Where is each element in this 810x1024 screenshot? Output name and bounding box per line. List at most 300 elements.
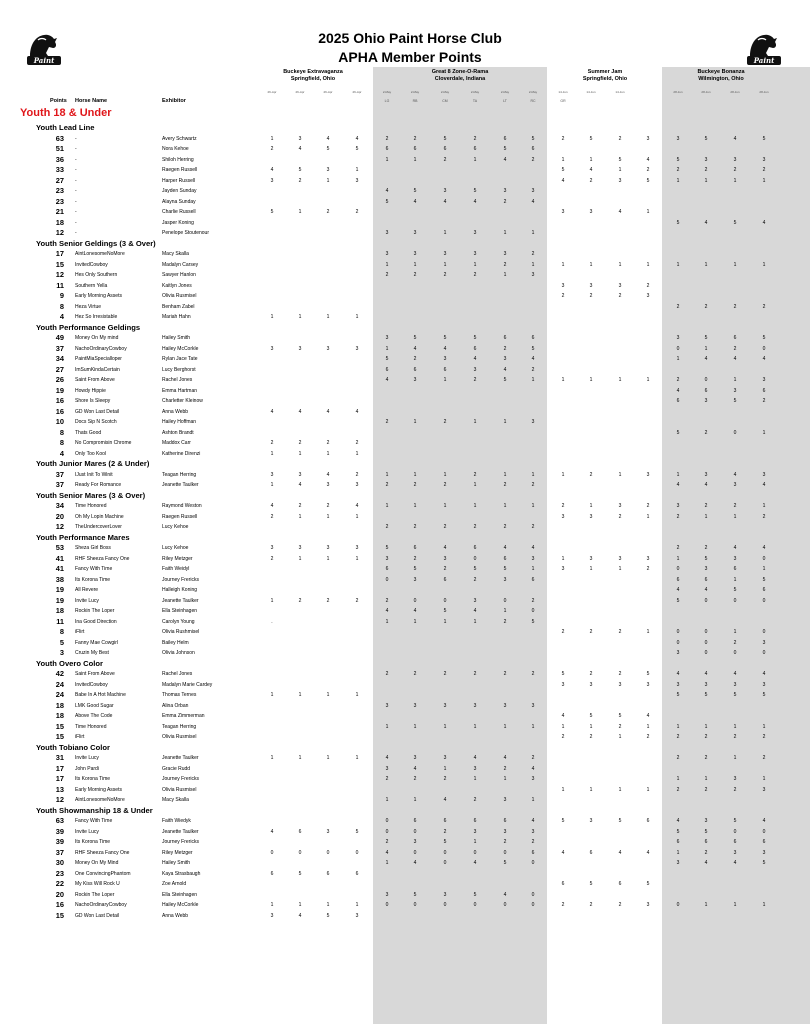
judge-points-cell: 5 — [355, 828, 359, 835]
judge-points-cell: 2 — [762, 398, 766, 404]
horse-name: Early Morning Assets — [75, 293, 122, 299]
judge-points-cell: 2 — [618, 293, 622, 299]
judge-points-cell: 6 — [413, 146, 417, 152]
table-row — [0, 648, 810, 659]
judge-points-cell: 4 — [704, 219, 708, 226]
judge-points-cell: 2 — [503, 618, 507, 625]
judge-points-cell: 6 — [503, 818, 507, 824]
judge-points-cell: 3 — [531, 776, 535, 782]
judge-points-cell: 1 — [503, 419, 507, 425]
exhibitor-name: Jeanette Taulker — [162, 482, 199, 488]
points-total: 27 — [55, 364, 64, 374]
judge-points-cell: 4 — [733, 545, 737, 551]
show-name: Buckeye Extravaganza — [283, 69, 343, 75]
judge-points-cell: 1 — [413, 618, 417, 625]
judge-points-cell: 4 — [443, 545, 447, 551]
judge-points-cell: 3 — [561, 681, 565, 688]
judge-points-cell: 3 — [473, 597, 477, 604]
judge-points-cell: 1 — [443, 261, 447, 268]
judge-points-cell: 4 — [646, 713, 650, 719]
judge-points-cell: 4 — [385, 377, 389, 383]
horse-name: Ina Good Direction — [75, 618, 117, 625]
points-total: 12 — [55, 522, 64, 531]
judge-points-cell: 3 — [531, 188, 535, 194]
points-total: 11 — [56, 616, 64, 626]
judge-points-cell: 6 — [413, 366, 417, 373]
judge-points-cell: 2 — [762, 303, 766, 310]
judge-points-cell: 6 — [503, 335, 507, 341]
table-row — [0, 522, 810, 533]
table-row — [0, 764, 810, 775]
horse-name: Ready For Romance — [75, 482, 122, 488]
document-subtitle: APHA Member Points — [338, 49, 482, 65]
judge-points-cell: 2 — [413, 671, 417, 677]
exhibitor-name: Halleigh Koning — [162, 587, 198, 593]
judge-points-cell: 1 — [733, 902, 737, 908]
judge-points-cell: 2 — [355, 440, 359, 446]
judge-points-cell: 3 — [473, 828, 477, 835]
judge-points-cell: 3 — [646, 135, 650, 142]
exhibitor-name: Mariah Hahn — [162, 314, 191, 320]
judge-points-cell: 2 — [676, 786, 680, 793]
judge-points-cell: 5 — [733, 692, 737, 698]
judge-points-cell: 6 — [473, 345, 477, 352]
judge-points-cell: 3 — [676, 860, 680, 866]
judge-points-cell: 1 — [531, 377, 535, 383]
exhibitor-name: Penelope Stoutenour — [162, 230, 209, 236]
judge-points-cell: 1 — [298, 450, 302, 457]
judge-points-cell: 5 — [561, 167, 565, 173]
judge-class: LT — [503, 99, 507, 103]
class-section-heading: Youth Performance Geldings — [36, 322, 141, 332]
judge-points-cell: 1 — [473, 156, 477, 163]
judge-points-cell: 3 — [618, 282, 622, 289]
judge-points-cell: 5 — [733, 587, 737, 593]
exhibitor-name: Rachel Jones — [162, 671, 193, 677]
judge-points-cell: 3 — [413, 377, 417, 383]
judge-date: 26-Apr — [323, 90, 333, 94]
table-row — [0, 575, 810, 586]
judge-points-cell: 1 — [355, 167, 359, 173]
judge-points-cell: 1 — [618, 566, 622, 572]
judge-points-cell: 0 — [704, 650, 708, 656]
judge-points-cell: 3 — [385, 765, 389, 772]
judge-points-cell: 6 — [531, 335, 535, 341]
judge-date: 28-Jun — [730, 90, 740, 94]
table-row — [0, 228, 810, 239]
judge-points-cell: 1 — [413, 471, 417, 478]
judge-points-cell: 0 — [676, 639, 680, 646]
judge-points-cell: 2 — [733, 503, 737, 509]
judge-points-cell: 0 — [762, 345, 766, 352]
horse-name: Babe In A Hot Machine — [75, 692, 126, 698]
judge-points-cell: 1 — [589, 503, 593, 509]
judge-points-cell: 1 — [733, 513, 737, 520]
exhibitor-name: Carolyn Young — [162, 618, 195, 625]
horse-name: Only Too Kool — [75, 450, 107, 457]
judge-points-cell: 2 — [561, 734, 565, 740]
judge-date: 26-Apr — [352, 90, 362, 94]
table-row — [0, 302, 810, 313]
exhibitor-name: Lucy Kehoe — [162, 545, 189, 551]
horse-name: RHF Sheeza Fancy One — [75, 849, 130, 856]
table-row — [0, 428, 810, 439]
judge-points-cell: 6 — [355, 870, 359, 877]
judge-points-cell: 5 — [385, 545, 389, 551]
judge-points-cell: 3 — [618, 177, 622, 184]
judge-points-cell: 4 — [298, 912, 302, 919]
judge-points-cell: 5 — [618, 713, 622, 719]
judge-points-cell: 1 — [704, 177, 708, 184]
table-row — [0, 417, 810, 428]
judge-points-cell: 1 — [762, 902, 766, 908]
judge-points-cell: 2 — [762, 513, 766, 520]
points-total: 16 — [55, 900, 64, 909]
table-row — [0, 344, 810, 355]
judge-points-cell: 3 — [704, 398, 708, 404]
horse-name: Fancy With Time — [75, 566, 113, 572]
judge-points-cell: 2 — [473, 797, 477, 803]
points-total: 19 — [55, 585, 64, 594]
points-total: 24 — [55, 679, 64, 689]
judge-points-cell: 2 — [762, 167, 766, 173]
judge-points-cell: 5 — [298, 167, 302, 173]
judge-points-cell: 3 — [443, 251, 447, 257]
judge-points-cell: 2 — [503, 671, 507, 677]
judge-points-cell: 5 — [676, 828, 680, 835]
judge-points-cell: 2 — [704, 503, 708, 509]
judge-points-cell: 1 — [762, 177, 766, 184]
table-row — [0, 774, 810, 785]
judge-points-cell: 1 — [646, 513, 650, 520]
judge-points-cell: 4 — [298, 146, 302, 152]
judge-points-cell: 2 — [385, 272, 389, 278]
points-total: 26 — [55, 375, 64, 384]
judge-points-cell: 1 — [733, 177, 737, 184]
judge-points-cell: 2 — [443, 776, 447, 782]
judge-points-cell: 2 — [618, 671, 622, 677]
horse-name: Early Morning Assets — [75, 786, 122, 793]
club-logo-left — [22, 26, 66, 70]
judge-points-cell: 3 — [503, 797, 507, 803]
judge-points-cell: 6 — [473, 818, 477, 824]
judge-points-cell: 6 — [589, 849, 593, 856]
exhibitor-name: Thomas Ternes — [162, 692, 197, 698]
points-total: 37 — [55, 343, 64, 353]
horse-name: Saint From Above — [75, 377, 115, 383]
judge-points-cell: 1 — [385, 345, 389, 352]
judge-points-cell: 1 — [704, 513, 708, 520]
judge-points-cell: 5 — [589, 881, 593, 887]
judge-points-cell: 4 — [270, 167, 274, 173]
exhibitor-name: Olivia Rusmisel — [162, 293, 197, 299]
judge-points-cell: 1 — [326, 177, 330, 184]
judge-points-cell: 5 — [385, 356, 389, 362]
judge-points-cell: 3 — [646, 681, 650, 688]
judge-points-cell: 2 — [298, 177, 302, 184]
judge-points-cell: 4 — [413, 765, 417, 772]
judge-points-cell: 1 — [503, 471, 507, 478]
judge-points-cell: 3 — [589, 681, 593, 688]
horse-logo-icon — [742, 26, 786, 70]
judge-points-cell: 1 — [355, 755, 359, 761]
horse-name: Fanny Mae Cowgirl — [75, 639, 119, 646]
exhibitor-name: Emma Hartman — [162, 387, 198, 394]
judge-points-cell: 4 — [704, 671, 708, 677]
table-row — [0, 911, 810, 922]
judge-points-cell: 2 — [704, 303, 708, 310]
judge-points-cell: 0 — [676, 345, 680, 352]
judge-points-cell: 4 — [503, 366, 507, 373]
judge-points-cell: 2 — [704, 545, 708, 551]
judge-points-cell: 2 — [473, 471, 477, 478]
exhibitor-name: Madalyn Carsey — [162, 261, 199, 268]
judge-points-cell: 5 — [443, 608, 447, 614]
judge-points-cell: 2 — [355, 471, 359, 478]
points-total: 21 — [55, 207, 64, 216]
points-total: 37 — [55, 469, 64, 479]
judge-points-cell: 2 — [473, 272, 477, 278]
judge-points-cell: 3 — [762, 786, 766, 793]
judge-points-cell: 0 — [443, 849, 447, 856]
horse-name: AintLonesomeNoMore — [75, 797, 125, 803]
judge-points-cell: 1 — [762, 566, 766, 572]
judge-date: 2-May — [382, 90, 392, 94]
table-row — [0, 375, 810, 386]
points-total: 38 — [55, 574, 64, 584]
judge-points-cell: 3 — [473, 230, 477, 236]
judge-points-cell: 4 — [733, 356, 737, 362]
judge-points-cell: 1 — [326, 755, 330, 761]
judge-points-cell: 0 — [762, 597, 766, 604]
table-row — [0, 470, 810, 481]
judge-points-cell: 3 — [676, 503, 680, 509]
points-total: 17 — [55, 249, 64, 258]
judge-points-cell: 2 — [443, 566, 447, 572]
exhibitor-name: Avery Schwartz — [162, 135, 197, 142]
judge-points-cell: 3 — [413, 251, 417, 257]
points-total: 4 — [59, 448, 64, 458]
table-row — [0, 291, 810, 302]
points-total: 15 — [55, 721, 64, 731]
judge-points-cell: 3 — [618, 681, 622, 688]
table-row — [0, 606, 810, 617]
judge-points-cell: 5 — [704, 555, 708, 562]
exhibitor-name: Jeanette Taulker — [162, 828, 199, 835]
judge-points-cell: 1 — [355, 314, 359, 320]
judge-points-cell: 5 — [413, 335, 417, 341]
judge-points-cell: 1 — [676, 723, 680, 730]
judge-points-cell: 4 — [385, 608, 389, 614]
judge-points-cell: 1 — [589, 261, 593, 268]
judge-points-cell: 2 — [326, 597, 330, 604]
table-row — [0, 207, 810, 218]
judge-points-cell: 4 — [733, 671, 737, 677]
judge-points-cell: 2 — [326, 503, 330, 509]
judge-points-cell: 1 — [561, 377, 565, 383]
table-row — [0, 249, 810, 260]
judge-points-cell: 1 — [531, 503, 535, 509]
judge-points-cell: 5 — [733, 398, 737, 404]
points-total: 16 — [55, 396, 64, 405]
horse-name: RHF Sheeza Fancy One — [75, 555, 130, 562]
judge-points-cell: 4 — [473, 755, 477, 761]
horse-name: Invite Lucy — [75, 597, 99, 604]
judge-points-cell: 2 — [270, 513, 274, 520]
judge-points-cell: 1 — [646, 723, 650, 730]
points-column-header: Points — [50, 98, 67, 104]
judge-points-cell: 4 — [413, 198, 417, 205]
table-row — [0, 638, 810, 649]
judge-points-cell: 0 — [503, 597, 507, 604]
horse-name: Time Honored — [75, 503, 107, 509]
judge-points-cell: 5 — [531, 135, 535, 142]
horse-name: iFlirt — [75, 734, 85, 740]
judge-points-cell: 2 — [413, 524, 417, 530]
judge-points-cell: 3 — [762, 156, 766, 163]
exhibitor-name: Alina Orban — [162, 702, 189, 709]
points-total: 31 — [55, 753, 64, 762]
table-row — [0, 900, 810, 911]
judge-points-cell: 2 — [443, 482, 447, 488]
judge-points-cell: 4 — [443, 797, 447, 803]
judge-points-cell: 1 — [473, 419, 477, 425]
table-row — [0, 260, 810, 271]
judge-points-cell: 0 — [733, 429, 737, 436]
points-total: 18 — [55, 606, 64, 615]
judge-points-cell: 1 — [385, 261, 389, 268]
table-row — [0, 848, 810, 859]
judge-class: RC — [530, 99, 536, 103]
table-row — [0, 333, 810, 344]
judge-points-cell: 4 — [473, 860, 477, 866]
exhibitor-name: Journey Frericks — [162, 776, 199, 782]
judge-points-cell: 2 — [733, 639, 737, 646]
judge-points-cell: 4 — [298, 482, 302, 488]
judge-points-cell: 1 — [531, 566, 535, 572]
judge-points-cell: 1 — [618, 377, 622, 383]
judge-points-cell: 3 — [385, 555, 389, 562]
judge-points-cell: 2 — [503, 524, 507, 530]
judge-points-cell: 1 — [618, 261, 622, 268]
judge-points-cell: 6 — [413, 545, 417, 551]
judge-points-cell: 0 — [531, 608, 535, 614]
judge-points-cell: 2 — [531, 251, 535, 257]
judge-points-cell: 1 — [531, 723, 535, 730]
judge-points-cell: 4 — [762, 482, 766, 488]
judge-points-cell: 2 — [298, 597, 302, 604]
judge-points-cell: 4 — [531, 765, 535, 772]
judge-date: 2-May — [470, 90, 480, 94]
judge-points-cell: 5 — [646, 881, 650, 887]
points-total: 19 — [55, 385, 64, 395]
judge-points-cell: 4 — [762, 219, 766, 226]
horse-name: Oh My Lopin Machine — [75, 513, 124, 520]
points-total: 9 — [59, 291, 64, 300]
judge-points-cell: 5 — [503, 566, 507, 572]
judge-points-cell: 1 — [385, 156, 389, 163]
judge-points-cell: 3 — [270, 177, 274, 184]
judge-points-cell: 4 — [733, 860, 737, 866]
judge-points-cell: 3 — [531, 419, 535, 425]
exhibitor-name: Hailey Hoffman — [162, 419, 197, 425]
judge-points-cell: 5 — [646, 177, 650, 184]
exhibitor-name: Raegen Russell — [162, 513, 198, 520]
judge-points-cell: 4 — [733, 135, 737, 142]
judge-date: 14-Jun — [586, 90, 596, 94]
judge-points-cell: 2 — [531, 524, 535, 530]
judge-points-cell: 2 — [531, 839, 535, 845]
judge-points-cell: 1 — [561, 261, 565, 268]
points-total: 8 — [59, 438, 64, 447]
points-total: 39 — [55, 826, 64, 836]
judge-points-cell: 3 — [618, 503, 622, 509]
judge-points-cell: 4 — [704, 587, 708, 593]
judge-date: 2-May — [410, 90, 420, 94]
judge-class: GR — [560, 99, 566, 103]
judge-points-cell: 1 — [443, 618, 447, 625]
judge-points-cell: 3 — [733, 555, 737, 562]
judge-date: 2-May — [440, 90, 450, 94]
class-section-heading: Youth Lead Line — [36, 123, 95, 132]
points-total: 51 — [55, 144, 64, 153]
table-row — [0, 858, 810, 869]
judge-points-cell: 2 — [413, 776, 417, 782]
table-row — [0, 554, 810, 565]
judge-points-cell: 4 — [531, 818, 535, 824]
exhibitor-name: Rylan Jace Tate — [162, 356, 198, 362]
judge-points-cell: 4 — [443, 345, 447, 352]
judge-points-cell: 3 — [443, 755, 447, 761]
judge-date: 2-May — [528, 90, 538, 94]
judge-points-cell: 5 — [704, 692, 708, 698]
judge-points-cell: 1 — [646, 377, 650, 383]
judge-points-cell: 1 — [503, 776, 507, 782]
judge-points-cell: 4 — [355, 135, 359, 142]
judge-points-cell: 3 — [589, 209, 593, 215]
judge-points-cell: 2 — [385, 776, 389, 782]
points-total: 49 — [55, 333, 64, 342]
judge-points-cell: 0 — [733, 597, 737, 604]
judge-points-cell: 4 — [561, 713, 565, 719]
points-total: 13 — [55, 784, 64, 794]
judge-date: 26-Apr — [295, 90, 305, 94]
judge-points-cell: 1 — [503, 503, 507, 509]
judge-points-cell: 3 — [704, 156, 708, 163]
judge-points-cell: 5 — [762, 135, 766, 142]
exhibitor-name: Kaya Strasbaugh — [162, 870, 201, 877]
judge-points-cell: 5 — [676, 429, 680, 436]
judge-points-cell: 2 — [762, 734, 766, 740]
horse-name: InvitedCowboy — [75, 681, 108, 688]
judge-points-cell: 2 — [704, 734, 708, 740]
judge-points-cell: 1 — [531, 471, 535, 478]
judge-points-cell: 1 — [618, 734, 622, 740]
judge-points-cell: 4 — [503, 755, 507, 761]
show-location: Wilmington, Ohio — [698, 76, 744, 82]
judge-points-cell: 4 — [646, 849, 650, 856]
exhibitor-name: Nora Kehoe — [162, 146, 189, 152]
judge-points-cell: 3 — [561, 209, 565, 215]
table-row — [0, 144, 810, 155]
judge-points-cell: 3 — [385, 230, 389, 236]
horse-name: Its Korona Time — [75, 576, 111, 583]
table-row — [0, 365, 810, 376]
judge-points-cell: 1 — [676, 261, 680, 268]
table-row — [0, 176, 810, 187]
horse-name: My Kiss Will Rock U — [75, 881, 120, 887]
exhibitor-name: Faith Weidyl — [162, 566, 190, 572]
